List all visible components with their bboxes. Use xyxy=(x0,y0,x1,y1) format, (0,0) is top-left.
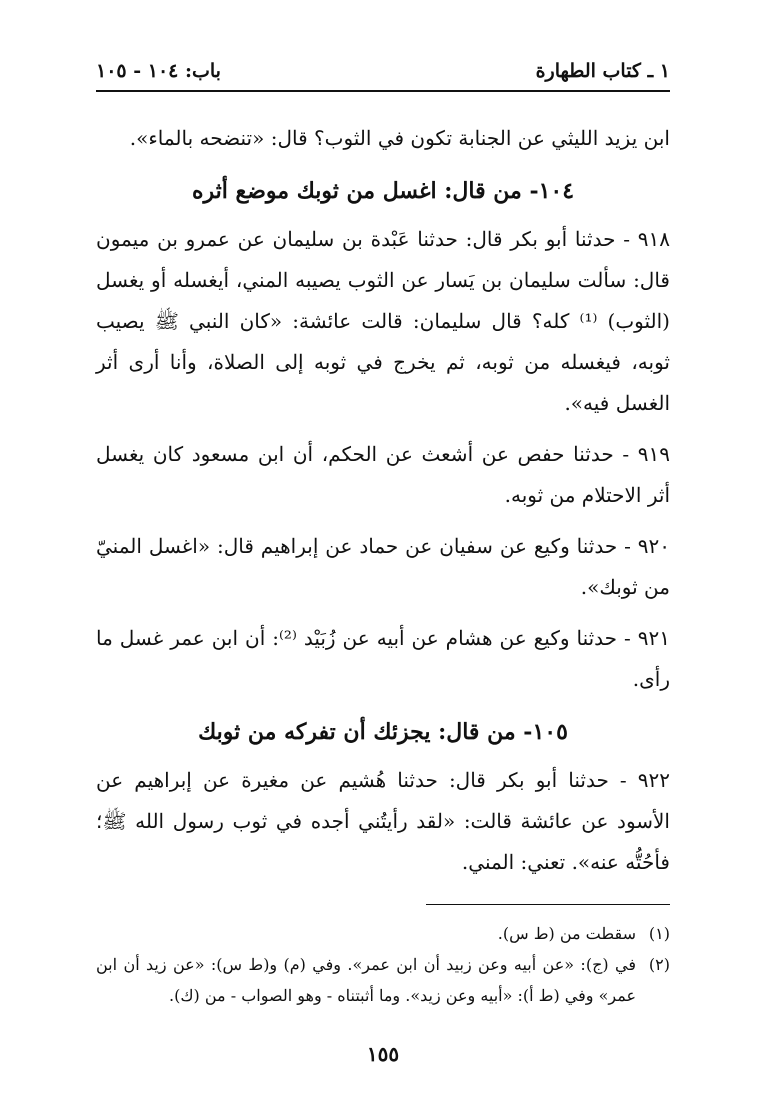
footnote-text: في (ج): «عن أبيه وعن زبيد أن ابن عمر». وفي (م) و(ط س): «عن زيد أن ابن عمر» وفي (ط أ): «أبيه وعن زيد». وما أثبتناه - وهو الصواب - من (ك). xyxy=(96,955,636,1005)
footnote-text: سقطت من (ط س). xyxy=(497,924,636,943)
hadith-921: ٩٢١ - حدثنا وكيع عن هشام عن أبيه عن زُبَيْد ⁽²⁾: أن ابن عمر غسل ما رأى. xyxy=(96,626,670,691)
running-header xyxy=(96,54,670,88)
book-page xyxy=(96,48,670,1078)
continuation-paragraph: ابن يزيد الليثي عن الجنابة تكون في الثوب؟ قال: «تنضحه بالماء». xyxy=(129,126,670,150)
hadith-919: ٩١٩ - حدثنا حفص عن أشعث عن الحكم، أن ابن مسعود كان يغسل أثر الاحتلام من ثوبه. xyxy=(96,442,670,507)
footnotes xyxy=(96,918,670,1011)
footnote-marker: (١) xyxy=(648,924,670,943)
footnote-marker: (٢) xyxy=(648,955,670,974)
page-number: ١٥٥ xyxy=(366,1042,400,1066)
chapter-range: باب: ١٠٤ - ١٠٥ xyxy=(96,60,221,82)
footnote-divider xyxy=(426,904,670,905)
main-text xyxy=(96,118,670,893)
hadith-918: ٩١٨ - حدثنا أبو بكر قال: حدثنا عَبْدة بن سليمان عن عمرو بن ميمون قال: سألت سليمان بن يَسار عن الثوب يصيبه المني، أيغسله أو يغسل (الثوب) ⁽¹⁾ كله؟ قال سليمان: قالت عائشة: «كان النبي ﷺ يصيب ثوبه، فيغسله من ثوبه، ثم يخرج في ثوبه إلى الصلاة، وأنا أرى أثر الغسل فيه». xyxy=(96,227,670,415)
book-title: ١ ـ كتاب الطهارة xyxy=(535,60,670,82)
hadith-920: ٩٢٠ - حدثنا وكيع عن سفيان عن حماد عن إبراهيم قال: «اغسل المنيّ من ثوبك». xyxy=(96,534,670,599)
footnote-2 xyxy=(96,949,670,1011)
chapter-105-heading: ١٠٥- من قال: يجزئك أن تفركه من ثوبك xyxy=(198,719,568,745)
header-divider xyxy=(96,90,670,92)
chapter-104-heading: ١٠٤- من قال: اغسل من ثوبك موضع أثره xyxy=(191,178,575,204)
footnote-1 xyxy=(96,918,670,949)
hadith-922: ٩٢٢ - حدثنا أبو بكر قال: حدثنا هُشيم عن مغيرة عن إبراهيم عن الأسود عن عائشة قالت: «لقد رأيتُني أجده في ثوب رسول الله ﷺ؛ فأحُتُّه عنه». تعني: المني. xyxy=(96,768,670,874)
